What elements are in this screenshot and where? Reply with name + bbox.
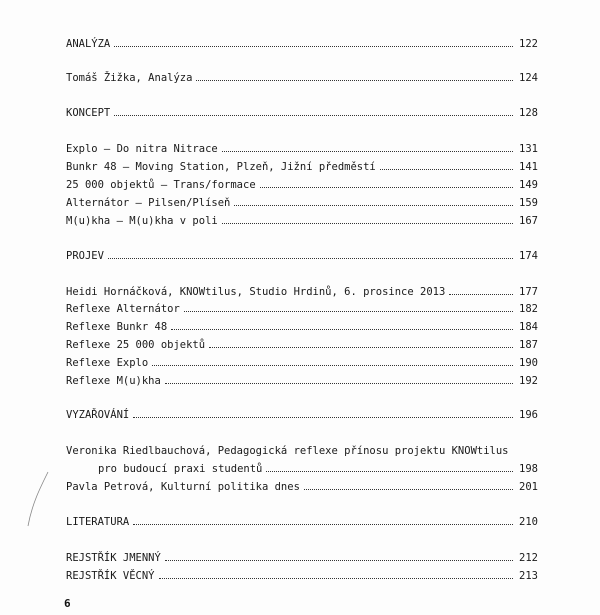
dot-leader [159,578,514,579]
toc-entry-page: 128 [519,107,538,119]
toc-entry-bunkr-48[interactable] [66,159,538,175]
toc-entry-page: 213 [519,570,538,582]
toc-entry-label: Explo – Do nitra Nitrace [66,143,218,155]
toc-entry-projev[interactable] [66,248,538,264]
dot-leader [380,169,513,170]
dot-leader [304,489,513,490]
toc-entry-label: KONCEPT [66,107,111,119]
toc-entry-vyzarovani[interactable] [66,407,538,423]
toc-entry-reflexe-explo[interactable] [66,355,538,371]
toc-entry-page: 131 [519,143,538,155]
dot-leader [108,258,513,259]
toc-entry-page: 198 [519,463,538,475]
toc-entry-rejstrik-jmenny[interactable] [66,550,538,566]
toc-entry-page: 149 [519,179,538,191]
dot-leader [152,365,513,366]
dot-leader [209,347,513,348]
dot-leader [266,471,513,472]
toc-entry-page: 212 [519,552,538,564]
toc-entry-page: 190 [519,357,538,369]
dot-leader [184,311,513,312]
toc-entry-reflexe-25000-objektu[interactable] [66,337,538,353]
dot-leader [165,383,513,384]
toc-entry-label: Alternátor – Pilsen/Plíseň [66,197,231,209]
toc-entry-page: 159 [519,197,538,209]
toc-entry-reflexe-alternator[interactable] [66,301,538,317]
scan-mark-line [18,470,58,550]
toc-entry-page: 124 [519,72,538,84]
toc-entry-label: M(u)kha – M(u)kha v poli [66,215,218,227]
dot-leader [222,151,513,152]
toc-entry-explo[interactable] [66,141,538,157]
toc-entry-label: Reflexe 25 000 objektů [66,339,206,351]
toc-entry-label: LITERATURA [66,516,130,528]
toc-entry-page: 196 [519,409,538,421]
dot-leader [222,223,513,224]
toc-entry-label: pro budoucí praxi studentů [98,463,263,475]
toc-entry-riedlbauchova-line-2[interactable] [98,461,538,477]
toc-entry-label: Bunkr 48 – Moving Station, Plzeň, Jižní předměstí [66,161,376,173]
dot-leader [171,329,513,330]
toc-entry-reflexe-bunkr-48[interactable] [66,319,538,335]
toc-entry-label: Pavla Petrová, Kulturní politika dnes [66,481,300,493]
toc-entry-alternator[interactable] [66,195,538,211]
toc-entry-page: 182 [519,303,538,315]
toc-entry-literatura[interactable] [66,514,538,530]
toc-entry-label: Reflexe M(u)kha [66,375,161,387]
page-number: 6 [64,597,71,610]
toc-entry-page: 192 [519,375,538,387]
toc-entry-label: Reflexe Alternátor [66,303,180,315]
toc-entry-label: Heidi Hornáčková, KNOWtilus, Studio Hrdinů, 6. prosince 2013 [66,286,446,298]
toc-entry-label: REJSTŘÍK VĚCNÝ [66,570,155,582]
toc-entry-page: 184 [519,321,538,333]
toc-entry-analyza[interactable] [66,36,538,52]
toc-entry-reflexe-mukha[interactable] [66,373,538,389]
dot-leader [449,294,513,295]
dot-leader [114,115,513,116]
toc-entry-page: 122 [519,38,538,50]
toc-entry-page: 187 [519,339,538,351]
toc-entry-page: 177 [519,286,538,298]
toc-entry-label: REJSTŘÍK JMENNÝ [66,552,161,564]
dot-leader [133,417,513,418]
dot-leader [260,187,513,188]
toc-entry-zizka-analyza[interactable] [66,70,538,86]
toc-entry-label: Tomáš Žižka, Analýza [66,72,193,84]
toc-entry-page: 210 [519,516,538,528]
toc-entry-25000-objektu[interactable] [66,177,538,193]
toc-entry-label: Veronika Riedlbauchová, Pedagogická reflexe přínosu projektu KNOWtilus [66,445,509,457]
toc-entry-page: 141 [519,161,538,173]
toc-entry-page: 174 [519,250,538,262]
toc-entry-page: 201 [519,481,538,493]
dot-leader [133,524,513,525]
toc-entry-rejstrik-vecny[interactable] [66,568,538,584]
toc-entry-label: VYZAŘOVÁNÍ [66,409,130,421]
dot-leader [114,46,513,47]
toc-entry-riedlbauchova-line-1[interactable] [66,443,538,459]
toc-entry-mukha[interactable] [66,213,538,229]
toc-entry-page: 167 [519,215,538,227]
toc-entry-label: Reflexe Explo [66,357,149,369]
toc-entry-koncept[interactable] [66,105,538,121]
dot-leader [196,80,513,81]
toc-entry-label: 25 000 objektů – Trans/formace [66,179,256,191]
toc-entry-label: PROJEV [66,250,104,262]
toc-entry-petrova[interactable] [66,479,538,495]
toc-entry-label: Reflexe Bunkr 48 [66,321,168,333]
dot-leader [165,560,513,561]
toc-entry-label: ANALÝZA [66,38,111,50]
toc-entry-hornackova[interactable] [66,284,538,300]
dot-leader [234,205,513,206]
